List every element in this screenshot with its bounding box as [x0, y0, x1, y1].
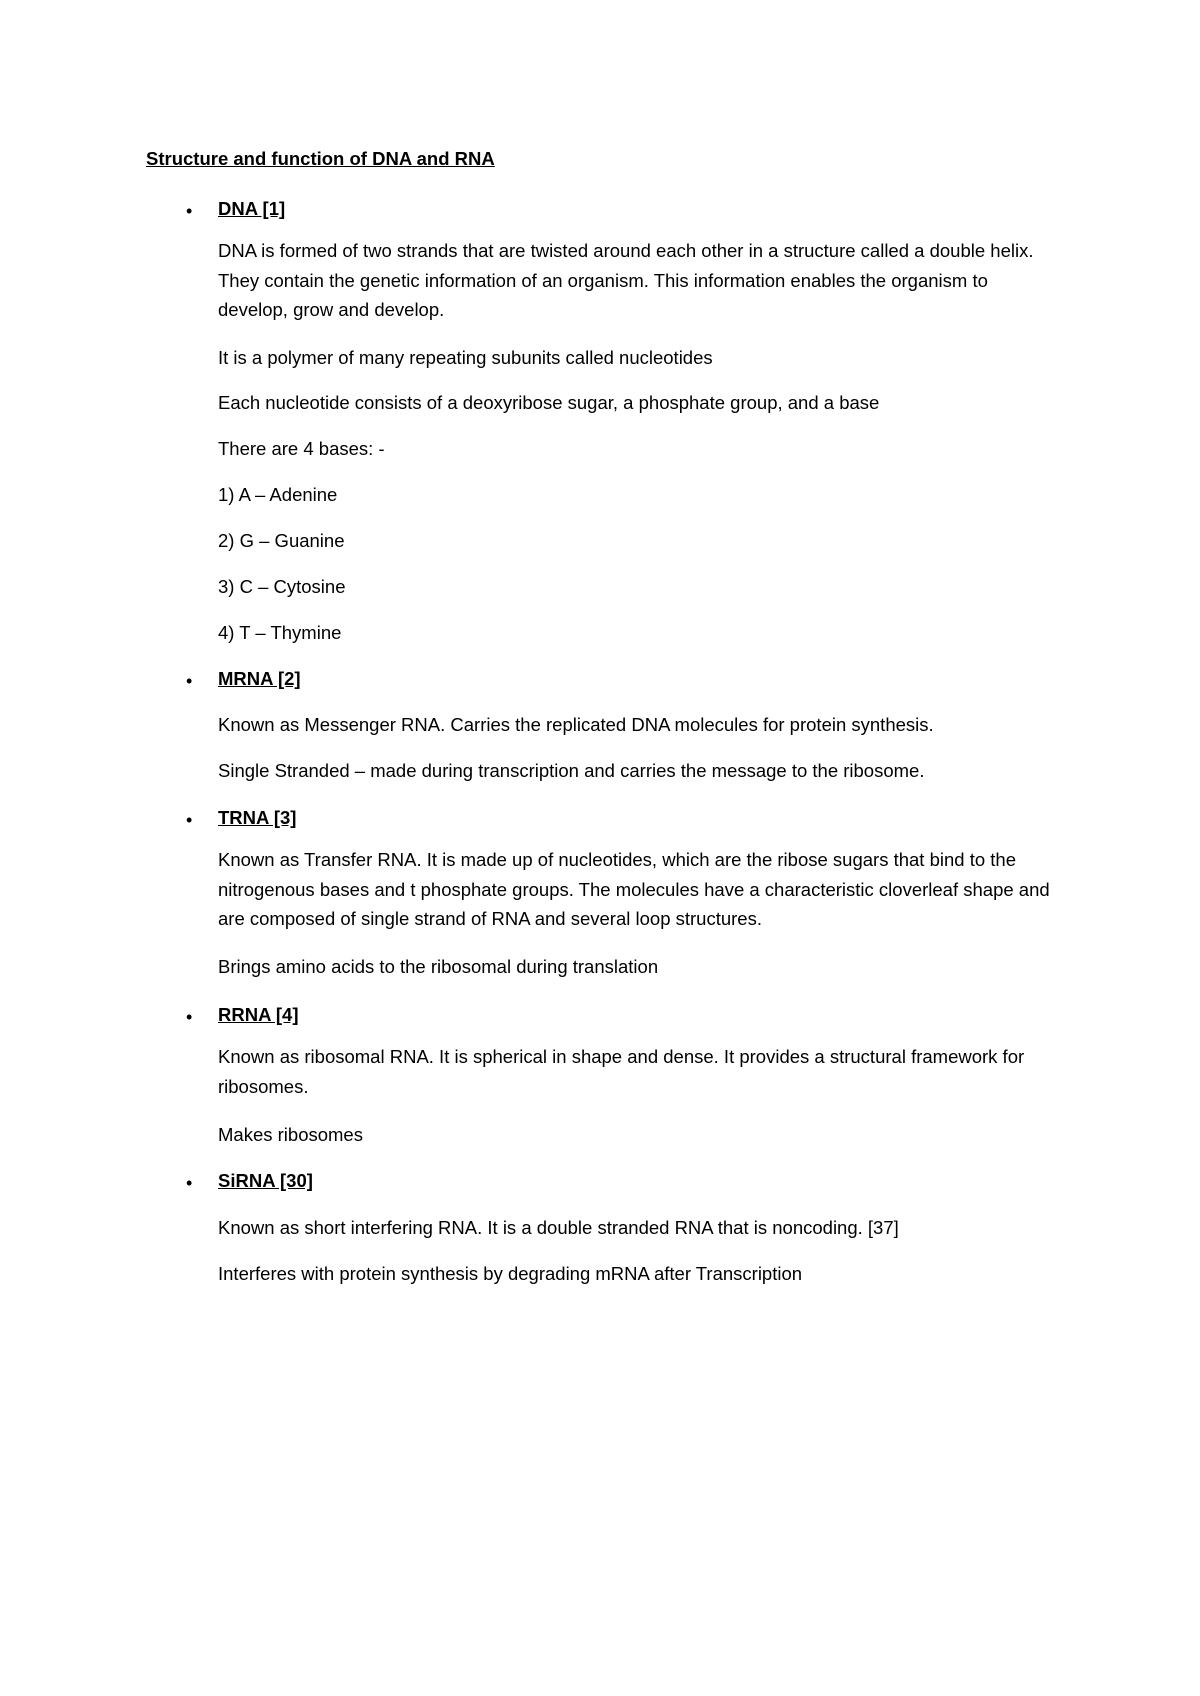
- section-rrna-heading-row: [0, 1004, 1200, 1028]
- section-dna-heading-row: [0, 198, 1200, 222]
- section-heading-rrna: RRNA [4]: [218, 1004, 299, 1025]
- sirna-function: Interferes with protein synthesis by degrading mRNA after Transcription: [218, 1263, 803, 1284]
- dna-base-item: 3) C – Cytosine: [218, 576, 346, 597]
- section-heading-mrna: MRNA [2]: [218, 668, 301, 689]
- section-heading-sirna: SiRNA [30]: [218, 1170, 313, 1191]
- rrna-function: Makes ribosomes: [218, 1124, 363, 1145]
- mrna-detail: Single Stranded – made during transcription and carries the message to the ribosome.: [218, 760, 925, 781]
- dna-nucleotide-text: Each nucleotide consists of a deoxyribose sugar, a phosphate group, and a base: [218, 392, 880, 413]
- trna-function: Brings amino acids to the ribosomal during translation: [218, 956, 659, 977]
- section-trna-heading-row: [0, 807, 1200, 831]
- sirna-description: Known as short interfering RNA. It is a double stranded RNA that is noncoding. [37]: [218, 1217, 899, 1238]
- bullet-icon: •: [186, 201, 193, 221]
- page-title: Structure and function of DNA and RNA: [146, 148, 495, 169]
- dna-base-item: 4) T – Thymine: [218, 622, 342, 643]
- trna-description: Known as Transfer RNA. It is made up of nucleotides, which are the ribose sugars that bind to the nitrogenous bases and t phosphate groups. The molecules have a characteristic cloverleaf shape and are composed of single strand of RNA and several loop structures.: [218, 849, 1050, 929]
- bullet-icon: •: [186, 1007, 193, 1027]
- rrna-description: Known as ribosomal RNA. It is spherical in shape and dense. It provides a structural framework for ribosomes.: [218, 1046, 1025, 1097]
- section-heading-trna: TRNA [3]: [218, 807, 297, 828]
- mrna-description: Known as Messenger RNA. Carries the replicated DNA molecules for protein synthesis.: [218, 714, 934, 735]
- bullet-icon: •: [186, 810, 193, 830]
- section-mrna-heading-row: [0, 668, 1200, 692]
- dna-base-item: 1) A – Adenine: [218, 484, 338, 505]
- section-sirna-heading-row: [0, 1170, 1200, 1194]
- bullet-icon: •: [186, 1173, 193, 1193]
- dna-polymer-text: It is a polymer of many repeating subunits called nucleotides: [218, 347, 713, 368]
- dna-description: DNA is formed of two strands that are twisted around each other in a structure called a double helix. They contain the genetic information of an organism. This information enables the organism to develop, grow and develop.: [218, 240, 1034, 320]
- dna-base-item: 2) G – Guanine: [218, 530, 345, 551]
- section-heading-dna: DNA [1]: [218, 198, 286, 219]
- bullet-icon: •: [186, 671, 193, 691]
- dna-bases-intro: There are 4 bases: -: [218, 438, 385, 459]
